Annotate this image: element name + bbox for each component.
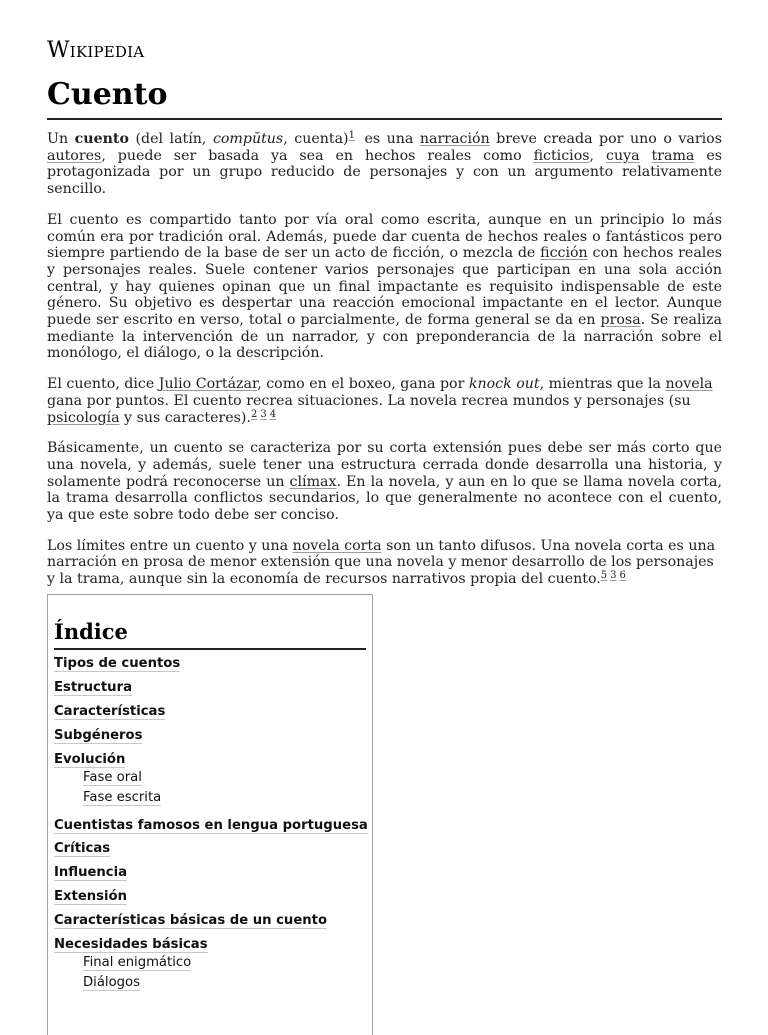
knock-out-phrase: knock out bbox=[468, 376, 540, 393]
toc-item[interactable]: Necesidades básicas bbox=[54, 937, 208, 953]
toc-item[interactable]: Críticas bbox=[54, 841, 111, 857]
link-trama[interactable]: trama bbox=[651, 147, 695, 164]
paragraph-basicamente: Básicamente, un cuento se caracteriza por su corta extensión pues debe ser más corto que una novela, y además, suele tener una estructura cerrada donde desarrolla una historia, y solamente podrá reconocerse un clímax. En la novela, y aun en lo que se llama novela corta, la trama desarrolla conflictos secundarios, lo que generalmente no acontece con el cuento, ya que este sobre todo debe ser conciso. bbox=[47, 440, 723, 524]
toc-item[interactable]: Estructura bbox=[54, 679, 132, 695]
toc-item[interactable]: Subgéneros bbox=[54, 727, 143, 743]
toc-item[interactable]: Características bbox=[54, 703, 166, 719]
footnote-refs[interactable]: 2 3 4 bbox=[250, 408, 277, 420]
toc-item[interactable]: Influencia bbox=[54, 865, 128, 881]
footnote-ref[interactable]: 1 bbox=[348, 130, 355, 141]
toc-item[interactable]: Cuentistas famosos en lengua portuguesa bbox=[54, 817, 368, 833]
link-novela[interactable]: novela bbox=[665, 376, 713, 393]
toc-subitem[interactable]: Fase oral bbox=[83, 769, 142, 785]
paragraph-intro: Un cuento (del latín, compŭtus, cuenta)$^1$ es una narración breve creada por uno o varios autores, puede ser basada ya sea en hechos reales como ficticios, cuya trama es protagonizada por un grupo reducido de personajes y con un argumento relativamente sencillo. bbox=[47, 130, 722, 198]
toc-item[interactable]: Características básicas de un cuento bbox=[54, 913, 328, 929]
page-title: Cuento bbox=[47, 74, 722, 120]
link-ficticios[interactable]: ficticios bbox=[533, 147, 590, 164]
paragraph-cortazar: El cuento, dice Julio Cortázar, como en el boxeo, gana por knock out, mientras que la novela gana por puntos. El cuento recrea situaciones. La novela recrea mundos y personajes (su psicología y sus caracteres).$^{2 3 4}$ bbox=[47, 376, 713, 426]
term-bold: cuento bbox=[74, 131, 129, 147]
toc-item[interactable]: Evolución bbox=[54, 751, 126, 767]
toc-item[interactable]: Extensión bbox=[54, 889, 127, 905]
article-body bbox=[47, 131, 722, 602]
link-narracion[interactable]: narración bbox=[419, 131, 490, 147]
table-of-contents bbox=[47, 594, 373, 1035]
link-julio-cortazar[interactable]: Julio Cortázar bbox=[158, 376, 258, 393]
link-psicologia[interactable]: psicología bbox=[47, 409, 120, 426]
link-ficcion[interactable]: ficción bbox=[540, 245, 588, 262]
paragraph-oral-escrita: El cuento es compartido tanto por vía oral como escrita, aunque en un principio lo más común era por tradición oral. Además, puede dar cuenta de hechos reales o fantásticos pero siempre partiendo de la base de ser un acto de ficción, o mezcla de ficción con hechos reales y personajes reales. Suele contener varios personajes que participan en una sola acción central, y hay quienes opinan que un final impactante es requisito indispensable de este género. Su objetivo es despertar una reacción emocional impactante en el lector. Aunque puede ser escrito en verso, total o parcialmente, de forma general se da en prosa. Se realiza mediante la intervención de un narrador, y con preponderancia de la narración sobre el monólogo, el diálogo, o la descripción. bbox=[47, 211, 722, 362]
link-climax[interactable]: clímax bbox=[289, 473, 337, 490]
toc-subitem[interactable]: Final enigmático bbox=[83, 955, 192, 971]
link-prosa[interactable]: prosa bbox=[600, 312, 641, 329]
toc-subitem[interactable]: Fase escrita bbox=[83, 789, 162, 805]
toc-subitem[interactable]: Diálogos bbox=[83, 975, 140, 991]
latin-term: compŭtus bbox=[212, 131, 284, 147]
toc-list bbox=[54, 653, 372, 994]
link-autores[interactable]: autores bbox=[47, 147, 102, 164]
link-novela-corta[interactable]: novela corta bbox=[292, 537, 382, 554]
wikipedia-wordmark[interactable]: Wikipedia bbox=[47, 38, 145, 63]
paragraph-limites: Los límites entre un cuento y una novela corta son un tanto difusos. Una novela corta es una narración en prosa de menor extensión que una novela y menor desarrollo de los personajes y la trama, aunque sin la economía de recursos narrativos propia del cuento.$^{5 3 6}$ bbox=[47, 537, 716, 588]
footnote-refs[interactable]: 5 3 6 bbox=[600, 570, 626, 582]
toc-title: Índice bbox=[54, 617, 366, 650]
toc-item[interactable]: Tipos de cuentos bbox=[54, 656, 181, 671]
link-cuya[interactable]: cuya bbox=[606, 147, 640, 164]
